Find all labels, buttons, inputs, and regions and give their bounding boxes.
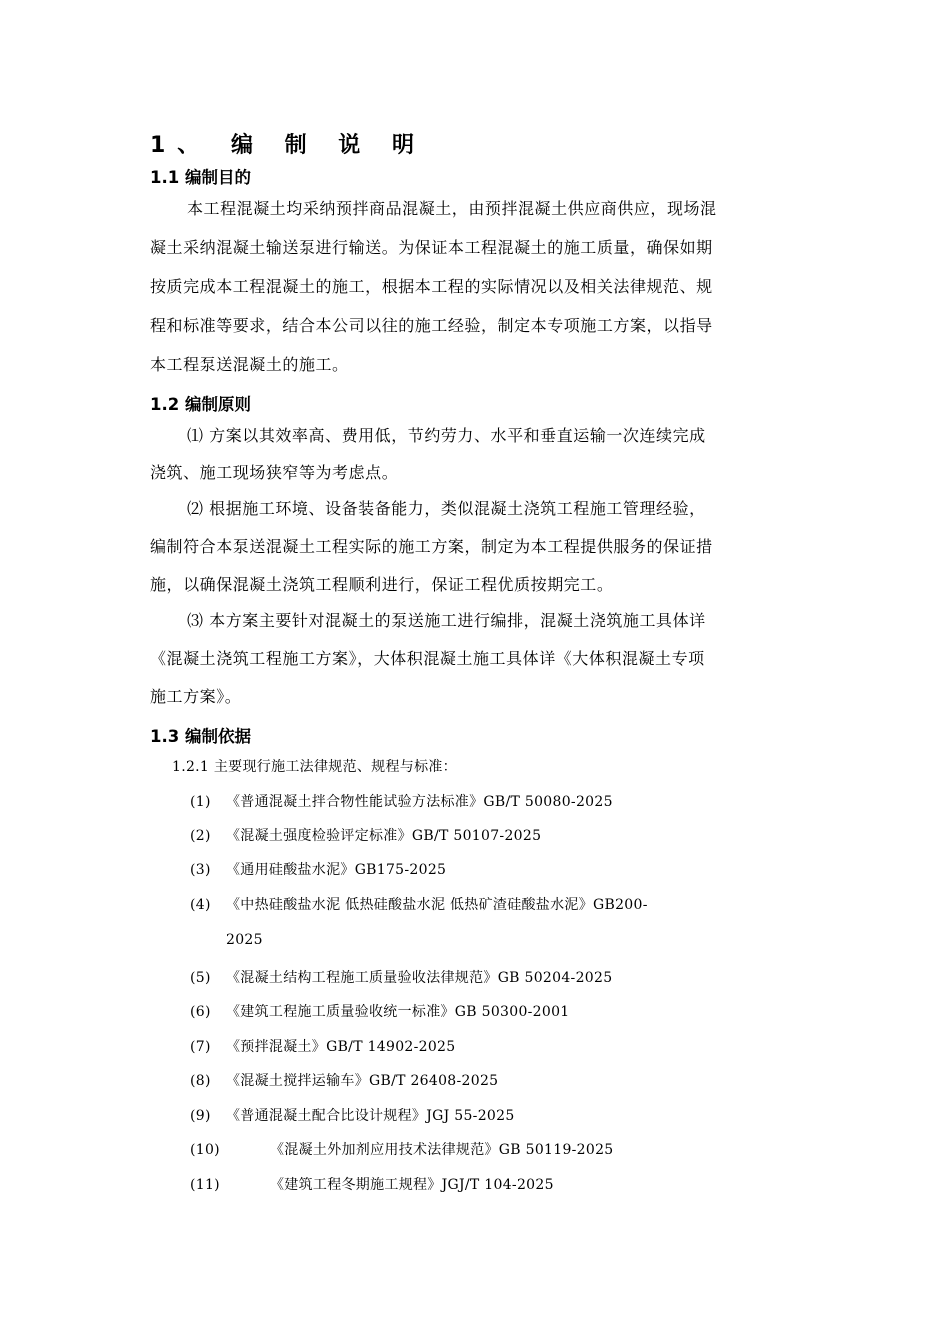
reference-text: 《混凝土外加剂应用技术法律规范》GB 50119-2025: [270, 1142, 614, 1158]
paragraph-line: ⑴ 方案以其效率高、费用低，节约劳力、水平和垂直运输一次连续完成: [187, 426, 706, 445]
reference-item: [190, 1001, 570, 1021]
reference-number: (8): [190, 1073, 211, 1089]
paragraph-line: 本工程混凝土均采纳预拌商品混凝土，由预拌混凝土供应商供应，现场混: [187, 199, 717, 218]
subsection-heading: 1.2.1 主要现行施工法律规范、规程与标准：: [172, 759, 457, 775]
paragraph-line: 施工方案》。: [150, 687, 242, 706]
reference-item: [190, 1070, 498, 1090]
reference-number: (6): [190, 1004, 211, 1020]
paragraph-line: 《混凝土浇筑工程施工方案》，大体积混凝土施工具体详《大体积混凝土专项: [150, 649, 705, 668]
reference-text: 《普通混凝土配合比设计规程》JGJ 55-2025: [226, 1108, 515, 1124]
paragraph-line: 施，以确保混凝土浇筑工程顺利进行，保证工程优质按期完工。: [150, 575, 614, 594]
reference-item: [190, 1105, 515, 1125]
reference-number: (5): [190, 970, 211, 986]
section-heading-1-3: 1.3 编制依据: [150, 727, 251, 746]
paragraph-line: 浇筑、施工现场狭窄等为考虑点。: [150, 463, 399, 482]
section-heading-1-2: 1.2 编制原则: [150, 395, 251, 414]
reference-number: (1): [190, 794, 211, 810]
reference-item: [190, 894, 648, 914]
reference-item: [190, 1036, 455, 1056]
paragraph-line: 按质完成本工程混凝土的施工，根据本工程的实际情况以及相关法律规范、规: [150, 277, 713, 296]
reference-number: (10): [190, 1142, 220, 1158]
reference-item: [190, 967, 612, 987]
reference-text: 《混凝土搅拌运输车》GB/T 26408-2025: [226, 1073, 499, 1089]
reference-text: 《预拌混凝土》GB/T 14902-2025: [226, 1039, 456, 1055]
reference-number: (9): [190, 1108, 211, 1124]
reference-item: [190, 1174, 554, 1194]
reference-number: (2): [190, 828, 211, 844]
reference-item: [190, 825, 541, 845]
reference-text: 《建筑工程施工质量验收统一标准》GB 50300-2001: [226, 1004, 570, 1020]
paragraph-line: 程和标准等要求，结合本公司以往的施工经验，制定本专项施工方案，以指导: [150, 316, 713, 335]
reference-text: 《混凝土强度检验评定标准》GB/T 50107-2025: [226, 828, 542, 844]
reference-text: 《建筑工程冬期施工规程》JGJ/T 104-2025: [270, 1177, 554, 1193]
reference-number: (3): [190, 862, 211, 878]
section-heading-1-1: 1.1 编制目的: [150, 168, 251, 187]
reference-item: [190, 791, 613, 811]
reference-text: 《中热硅酸盐水泥 低热硅酸盐水泥 低热矿渣硅酸盐水泥》GB200-: [226, 897, 648, 913]
paragraph-line: 编制符合本泵送混凝土工程实际的施工方案，制定为本工程提供服务的保证措: [150, 537, 713, 556]
reference-text: 《通用硅酸盐水泥》GB175-2025: [226, 862, 447, 878]
reference-item: [190, 859, 446, 879]
reference-number: (7): [190, 1039, 211, 1055]
paragraph-line: 凝土采纳混凝土输送泵进行输送。为保证本工程混凝土的施工质量，确保如期: [150, 238, 713, 257]
reference-number: (4): [190, 897, 211, 913]
reference-number: (11): [190, 1177, 220, 1193]
reference-text: 《普通混凝土拌合物性能试验方法标准》GB/T 50080-2025: [226, 794, 613, 810]
paragraph-line: ⑵ 根据施工环境、设备装备能力，类似混凝土浇筑工程施工管理经验，: [187, 499, 706, 518]
paragraph-line: ⑶ 本方案主要针对混凝土的泵送施工进行编排，混凝土浇筑施工具体详: [187, 611, 706, 630]
page-title: 1、 编 制 说 明: [150, 133, 426, 158]
reference-item: [190, 1139, 614, 1159]
reference-text: 《混凝土结构工程施工质量验收法律规范》GB 50204-2025: [226, 970, 613, 986]
reference-continuation: 2025: [226, 932, 263, 948]
paragraph-line: 本工程泵送混凝土的施工。: [150, 355, 349, 374]
